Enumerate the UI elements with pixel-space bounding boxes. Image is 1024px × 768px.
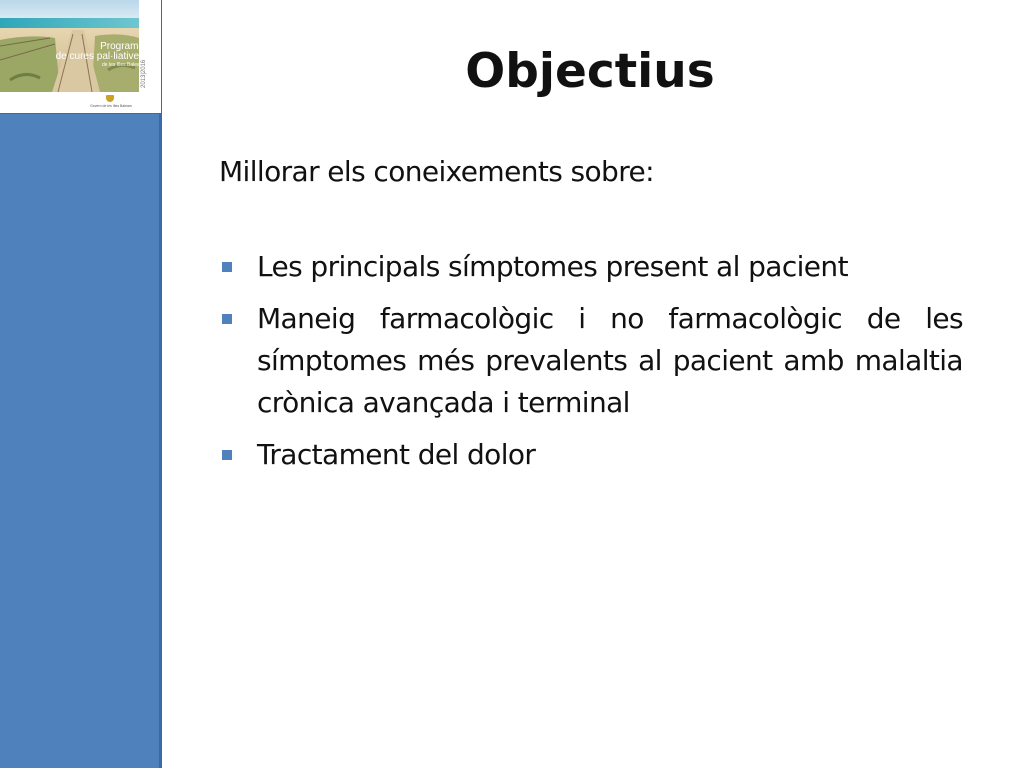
slide-body [219,152,963,486]
government-crest-icon [106,95,114,102]
square-bullet-icon [222,262,232,272]
cover-title [52,42,144,68]
objectives-list [219,246,963,476]
list-item [219,298,963,424]
list-item-text: Tractament del dolor [257,438,536,471]
cover-title-line2: de cures pal·liatives [55,51,144,62]
cover-title-line3: de les Illes Balears [102,62,144,68]
intro-text: Millorar els coneixements sobre: [219,155,654,188]
side-panel-edge [159,0,162,768]
list-item [219,434,963,476]
list-item-text: Les principals símptomes present al pacient [257,250,848,283]
cover-title-line1: Programa [100,41,144,52]
cover-years: 2013|2016 [141,59,147,88]
list-item-text: Maneig farmacològic i no farmacològic de les símptomes més prevalents al pacient amb malaltia crònica avançada i terminal [257,302,963,419]
slide-title: Objectius [465,44,715,99]
side-panel [0,0,161,768]
program-cover-thumbnail [0,0,161,114]
list-item [219,246,963,288]
square-bullet-icon [222,450,232,460]
square-bullet-icon [222,314,232,324]
cover-government-label: Govern de les Illes Balears [90,104,132,108]
